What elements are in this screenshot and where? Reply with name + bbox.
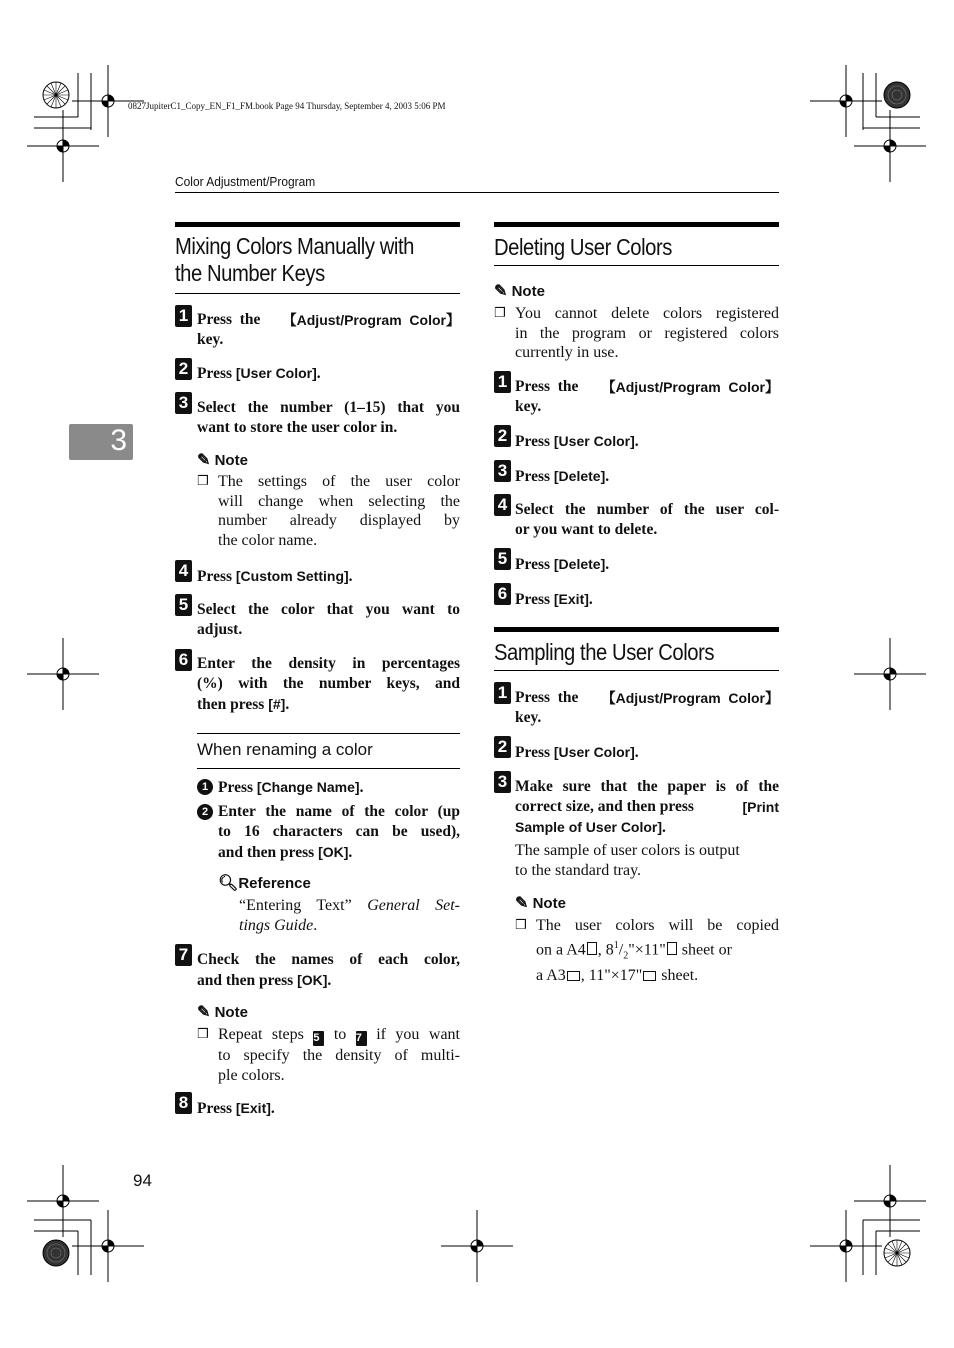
step-number: 4 — [175, 560, 192, 582]
portrait-paper-icon — [587, 942, 597, 955]
section-heading-mixing: Mixing Colors Manually with the Number Keys — [175, 222, 460, 294]
step-number: 1 — [175, 305, 192, 327]
pencil-icon: ✎ — [197, 1004, 211, 1021]
step-text: Press the 【Adjust/Program Color】 key. — [515, 378, 779, 415]
magnifier-icon: 🔍︎ — [218, 875, 239, 892]
step-number: 4 — [494, 494, 511, 516]
landscape-paper-icon — [567, 971, 580, 981]
step-ref-number: 5 — [313, 1031, 324, 1046]
step-text: Select the color that you want to adjust. — [197, 601, 460, 638]
step-number: 1 — [494, 682, 511, 704]
note-heading: ✎ Note — [515, 895, 566, 912]
note-heading: ✎ Note — [494, 283, 545, 300]
step-text: Press [Exit]. — [515, 591, 593, 608]
substep-number: 2 — [197, 804, 213, 820]
step-number: 7 — [175, 944, 192, 966]
step-text: Select the number (1–15) that you want to store the user color in. — [197, 399, 460, 436]
step-number: 1 — [494, 371, 511, 393]
portrait-paper-icon — [667, 942, 677, 955]
section-heading-deleting: Deleting User Colors — [494, 222, 779, 266]
step-number: 2 — [494, 425, 511, 447]
pencil-icon: ✎ — [494, 283, 508, 300]
step-ref-number: 7 — [356, 1031, 367, 1046]
step-number: 6 — [494, 583, 511, 605]
file-info: 0827JupiterC1_Copy_EN_F1_FM.book Page 94 Thursday, September 4, 2003 5:06 PM — [128, 101, 446, 111]
step-text: Check the names of each color, and then press [OK]. — [197, 951, 460, 989]
step-text: Press [User Color]. — [515, 433, 639, 450]
checkbox-bullet: ❒ — [494, 306, 506, 321]
step-text: Press [Delete]. — [515, 468, 610, 485]
step-number: 5 — [175, 594, 192, 616]
step-number: 2 — [494, 736, 511, 758]
body-text: The sample of user colors is output to the standard tray. — [515, 842, 740, 879]
pencil-icon: ✎ — [515, 895, 529, 912]
subsection-heading: When renaming a color — [197, 740, 373, 759]
step-number: 3 — [494, 460, 511, 482]
step-text: Enter the density in percentages (%) with the number keys, and then press [#]. — [197, 655, 460, 713]
checkbox-bullet: ❒ — [197, 1027, 209, 1042]
step-text: Press the 【Adjust/Program Color】 key. — [515, 689, 779, 726]
step-text: Make sure that the paper is of the correct size, and then press [Print Sample of User Color]. — [515, 778, 779, 836]
step-text: Press [Delete]. — [515, 556, 610, 573]
header-rule — [175, 192, 779, 193]
step-number: 3 — [494, 771, 511, 793]
substep-text: Enter the name of the color (up to 16 characters can be used), and then press [OK]. — [218, 803, 460, 861]
chapter-tab: 3 — [69, 424, 133, 460]
note-text: The settings of the user color will change when selecting the number already displayed by the color name. — [218, 473, 460, 550]
page-number: 94 — [133, 1171, 152, 1190]
subsection-rule-top — [197, 733, 460, 734]
note-text: The user colors will be copied on a A4 , $8^1/_2"\times 11$" sheet or a A3 , 11"×17" sheet. — [536, 917, 779, 984]
reference-text: “Entering Text” General Set- tings Guide. — [239, 897, 460, 934]
landscape-paper-icon — [643, 971, 656, 981]
note-heading: ✎ Note — [197, 1004, 248, 1021]
step-text: Press the 【Adjust/Program Color】 key. — [197, 311, 460, 348]
step-number: 3 — [175, 392, 192, 414]
step-number: 8 — [175, 1092, 192, 1114]
subsection-rule-bottom — [197, 768, 460, 769]
checkbox-bullet: ❒ — [197, 474, 209, 489]
checkbox-bullet: ❒ — [515, 918, 527, 933]
step-text: Press [User Color]. — [515, 744, 639, 761]
running-header: Color Adjustment/Program — [175, 174, 316, 189]
step-number: 5 — [494, 548, 511, 570]
step-number: 6 — [175, 649, 192, 671]
note-text: You cannot delete colors registered in the program or registered colors currently in use. — [515, 305, 779, 362]
substep-number: 1 — [197, 779, 213, 795]
step-text: Press [Exit]. — [197, 1100, 275, 1117]
reference-heading: 🔍︎Reference — [218, 875, 311, 892]
note-heading: ✎ Note — [197, 452, 248, 469]
note-text: Repeat steps 5 to 7 if you want to specify the density of multi- ple colors. — [218, 1026, 461, 1084]
step-text: Press [User Color]. — [197, 365, 321, 382]
step-number: 2 — [175, 358, 192, 380]
step-text: Select the number of the user col- or you want to delete. — [515, 501, 779, 538]
step-text: Press [Custom Setting]. — [197, 568, 353, 585]
pencil-icon: ✎ — [197, 452, 211, 469]
substep-text: Press [Change Name]. — [218, 779, 364, 796]
section-heading-sampling: Sampling the User Colors — [494, 627, 779, 671]
